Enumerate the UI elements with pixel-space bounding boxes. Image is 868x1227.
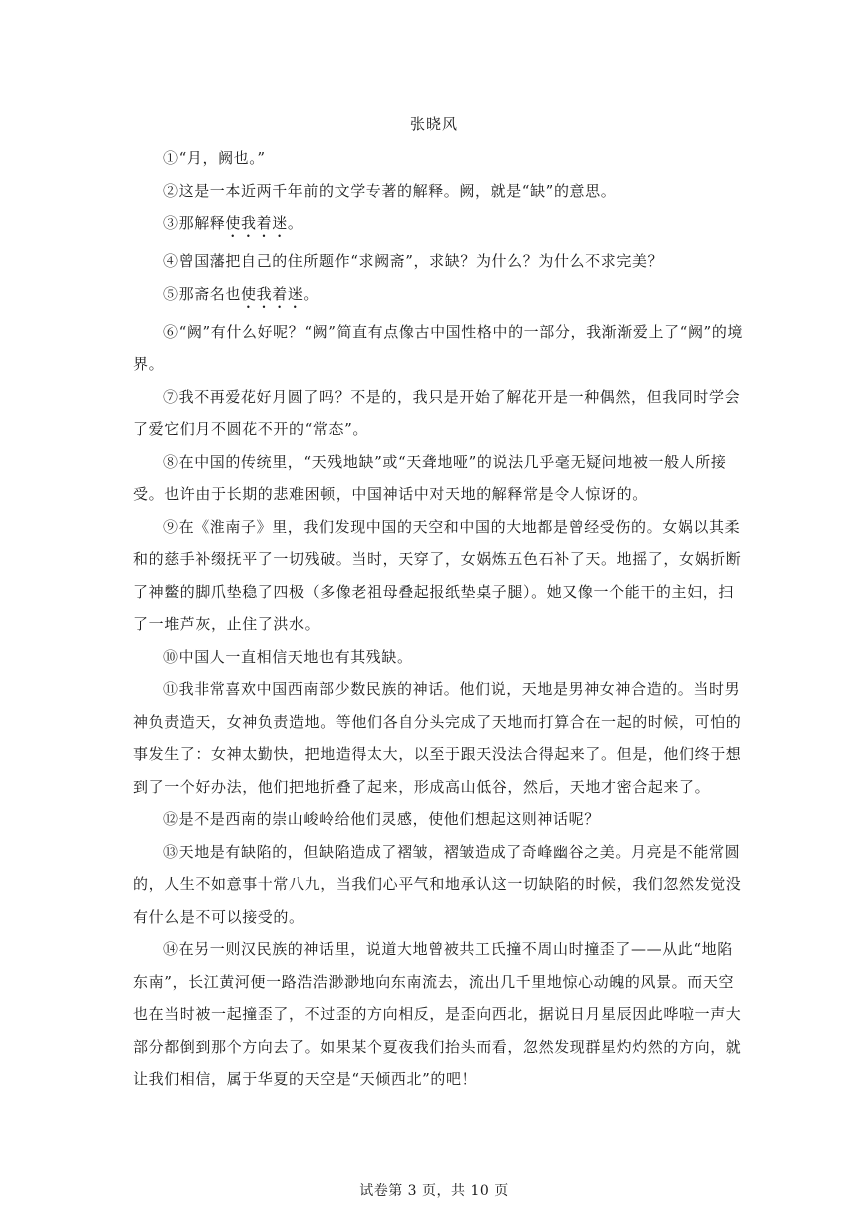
paragraph-5-prefix: ⑤那斋名也 (163, 284, 242, 303)
page-footer: 试卷第 3 页，共 10 页 (359, 1183, 509, 1199)
paragraph-3-suffix: 。 (287, 214, 304, 232)
paragraph-5-emphasis: 使我着迷 (241, 284, 304, 303)
paragraph-14: ⑭在另一则汉民族的神话里，说道大地曾被共工氏撞不周山时撞歪了——从此“地陷东南”，长江黄河便一路浩浩渺渺地向东南流去，流出几千里地惊心动魄的风景。而天空也在当时被一起撞歪了，不过歪的方向相反，是歪向西北，据说日月星辰因此哗啦一声大部分都倒到那个方向去了。如果某个夏夜我们抬头而看，忽然发现群星灼灼然的方向，就让我们相信，属于华夏的天空是“天倾西北”的吧！ (133, 940, 742, 1088)
paragraph-13: ⑬天地是有缺陷的，但缺陷造成了褶皱，褶皱造成了奇峰幽谷之美。月亮是不能常圆的，人生不如意事十常八九，当我们心平气和地承认这一切缺陷的时候，我们忽然发觉没有什么是不可以接受的。 (133, 842, 742, 926)
paragraph-1: ①“月，阙也。” (163, 149, 266, 167)
paragraph-3-emphasis: 使我着迷 (225, 214, 288, 232)
paragraph-5 (133, 278, 743, 312)
paragraph-8: ⑧在中国的传统里，“天残地缺”或“天聋地哑”的说法几乎毫无疑问地被一般人所接受。也许由于长期的悲难困顿，中国神话中对天地的解释常是令人惊讶的。 (133, 452, 727, 503)
paragraph-11: ⑪我非常喜欢中国西南部少数民族的神话。他们说，天地是男神女神合造的。当时男神负责造天，女神负责造地。等他们各自分头完成了天地而打算合在一起的时候，可怕的事发生了：女神太勤快，把地造得太大，以至于跟天没法合得起来了。但是，他们终于想到了一个好办法，他们把地折叠了起来，形成高山低谷，然后，天地才密合起来了。 (133, 680, 742, 796)
paragraph-10: ⑩中国人一直相信天地也有其残缺。 (163, 647, 413, 666)
paragraph-12: ⑫是不是西南的崇山峻岭给他们灵感，使他们想起这则神话呢？ (163, 810, 600, 828)
paragraph-4: ④曾国藩把自己的住所题作“求阙斋”，求缺？为什么？为什么不求完美？ (163, 252, 664, 270)
author-name: 张晓风 (409, 115, 458, 133)
paragraph-7: ⑦我不再爱花好月圆了吗？不是的，我只是开始了解花开是一种偶然，但我同时学会了爱它们月不圆花不开的“常态”。 (133, 387, 741, 438)
paragraph-5-suffix: 。 (303, 284, 320, 303)
article-body (133, 142, 743, 1096)
paragraph-3-prefix: ③那解释 (163, 214, 226, 232)
paragraph-3 (133, 207, 743, 241)
paragraph-2: ②这是一本近两千年前的文学专著的解释。阙，就是“缺”的意思。 (163, 181, 617, 200)
paragraph-9: ⑨在《淮南子》里，我们发现中国的天空和中国的大地都是曾经受伤的。女娲以其柔和的慈手补缀抚平了一切残破。当时，天穿了，女娲炼五色石补了天。地摇了，女娲折断了神鳖的脚爪垫稳了四极（多像老祖母叠起报纸垫桌子腿）。她又像一个能干的主妇，扫了一堆芦灰，止住了洪水。 (133, 517, 742, 633)
paragraph-6: ⑥“阙”有什么好呢？“阙”简直有点像古中国性格中的一部分，我渐渐爱上了“阙”的境界。 (133, 322, 744, 373)
